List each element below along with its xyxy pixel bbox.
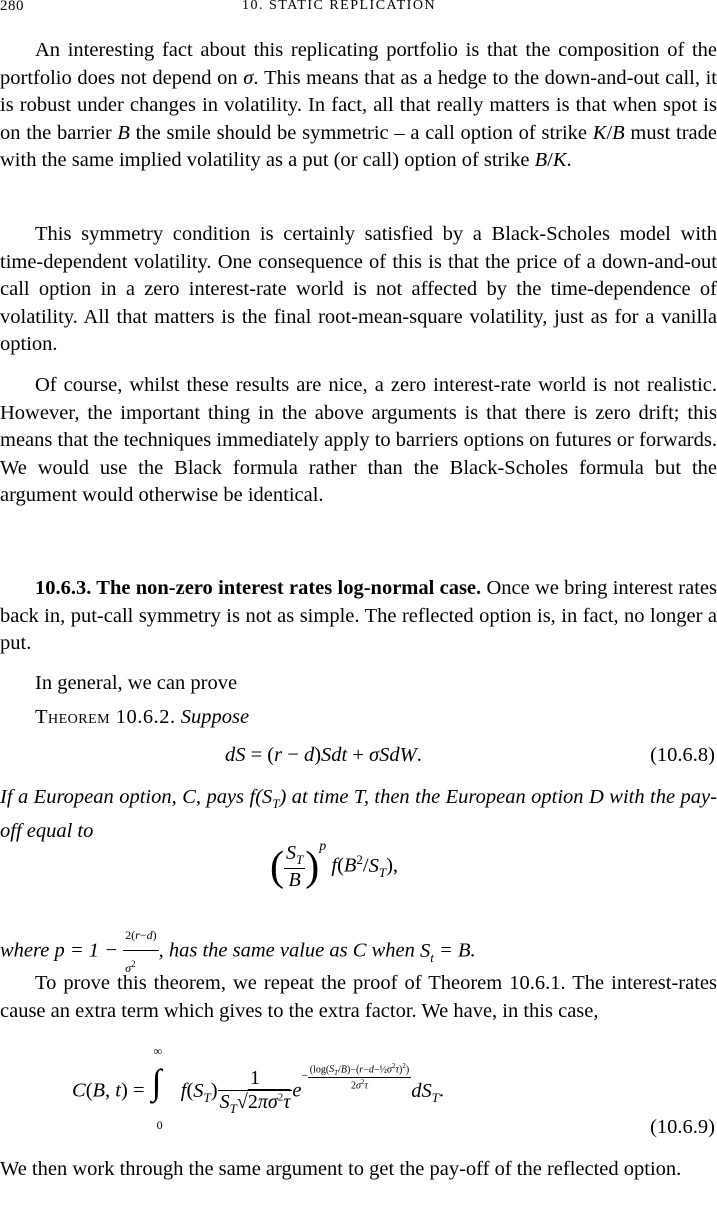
paragraph-5: In general, we can prove — [35, 672, 238, 694]
equation-10-6-8: dS = (r − d)Sdt + σSdW. — [225, 744, 422, 766]
theorem-suppose: Suppose — [180, 706, 250, 728]
section-10-6-3 — [0, 575, 717, 658]
paragraph-1: An interesting fact about this replicating portfolio is that the composition of the portfolio does not depend on σ. This means that as a hedge to the down-and-out call, it is robust under changes in volatility. In fact, all that really matters is that when spot is on the barrier B the smile should be symmetric – a call option of strike K/B must trade with the same implied volatility as a put (or call) option of strike B/K. — [0, 39, 717, 171]
equation-number-10-6-9: (10.6.9) — [650, 1116, 715, 1138]
paragraph-3: Of course, whilst these results are nice, a zero interest-rate world is not realistic. However, the important thing in the above arguments is that there is zero drift; this means that the techniques immediately apply to barriers options on futures or forwards. We would use the Black formula rather than the Black-Scholes formula but the argument would otherwise be identical. — [0, 374, 717, 506]
paragraph-2: This symmetry condition is certainly satisfied by a Black-Scholes model with time-dependent volatility. One consequence of this is that the price of a down-and-out call option in a zero interest-rate world is not affected by the time-dependence of volatility. All that matters is the final root-mean-square volatility, just as for a vanilla option. — [0, 223, 717, 355]
payoff-formula: ( $\frac{S_T}{B}$ )$^p$ $f(B^2/S_T)$, — [270, 838, 399, 891]
theorem-label-line — [0, 704, 717, 732]
running-header — [0, 0, 717, 20]
equation-10-6-9: C(B, t) = ∞ ∫ 0 $f(S_T)$ $\frac{1}{S_T√2\pi\sigma^2\tau}$ $e^{- \frac{(\log(S_T/B)-(r-d-\frac{1}{2}\sigma^2\tau)^2)}{2\sigma^2\tau}}$ $dS_T$. — [72, 1044, 445, 1132]
theorem-body: If a European option, C, pays $f(S_T)$ at time T, then the European option D with the pay-off equal to — [0, 786, 717, 842]
section-paragraph: Once we bring interest rates back in, put-call symmetry is not as simple. The reflected option is, in fact, no longer a put. — [0, 577, 717, 654]
paragraph-6: To prove this theorem, we repeat the proof of Theorem 10.6.1. The interest-rates cause an extra term which gives to the extra factor. We have, in this case, — [0, 972, 717, 1022]
running-title: 10. STATIC REPLICATION — [242, 0, 437, 13]
theorem-label: Theorem 10.6.2. — [35, 706, 176, 728]
paragraph-7: We then work through the same argument to get the pay-off of the reflected option. — [0, 1158, 682, 1180]
equation-number-10-6-8: (10.6.8) — [650, 744, 715, 766]
section-heading: 10.6.3. The non-zero interest rates log-normal case. — [35, 577, 482, 599]
page-number: 280 — [0, 0, 24, 14]
integral-sign: ∞ ∫ 0 — [151, 1044, 163, 1132]
theorem-where: where p = 1 − $\frac{2(r-d)}{\sigma^2}$ , has the same value as C when $S_t = B$. — [0, 922, 717, 982]
